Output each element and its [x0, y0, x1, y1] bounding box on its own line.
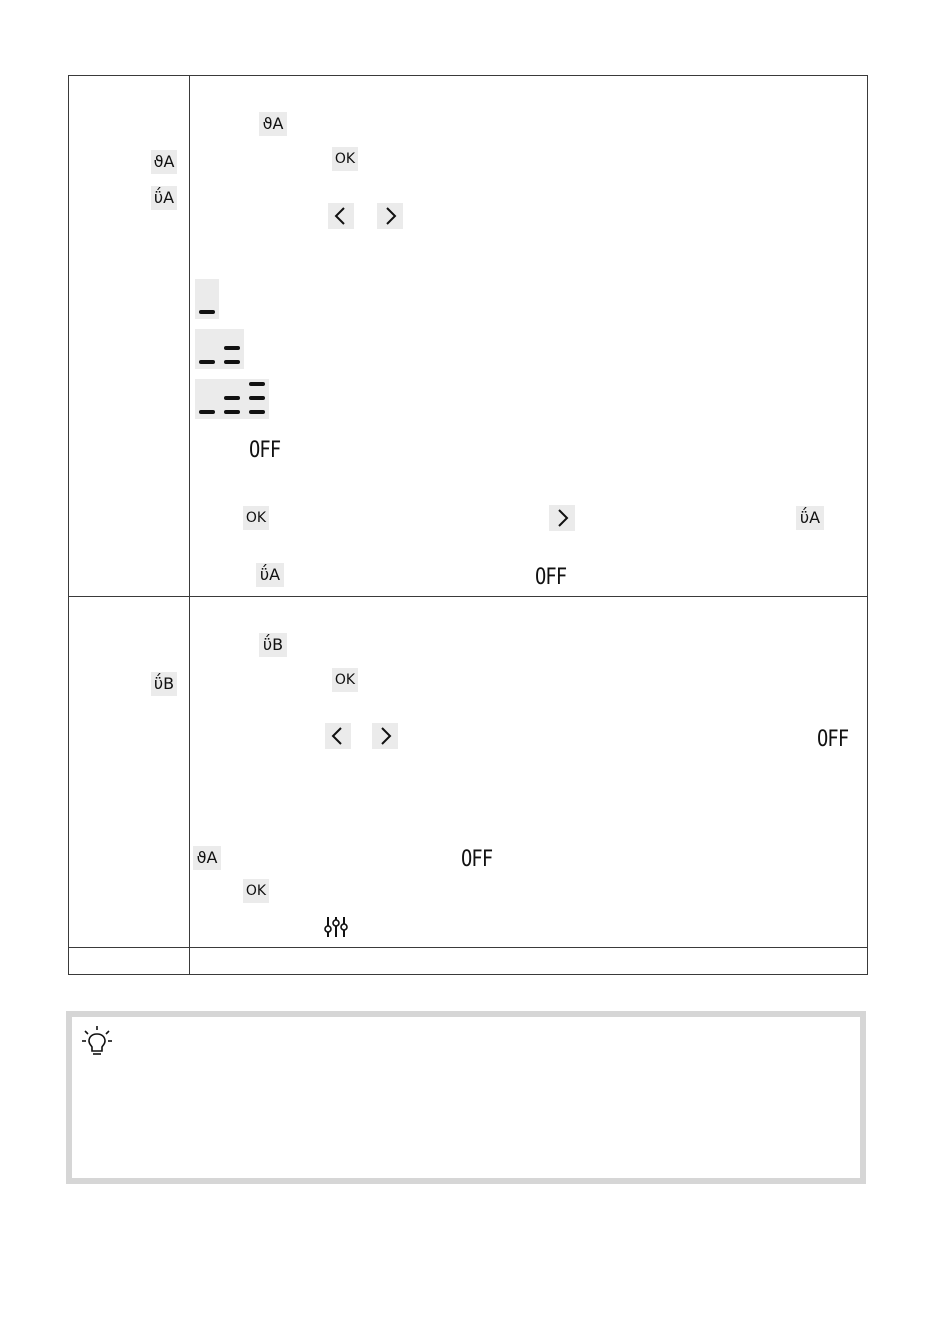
off-label-right: OFF: [817, 727, 849, 752]
row-divider: [69, 596, 867, 597]
right-arrow-icon: [377, 203, 403, 229]
off-label-3: OFF: [461, 847, 493, 872]
right-arrow-icon-3: [372, 723, 398, 749]
off-label-2: OFF: [535, 565, 567, 590]
symbol-a-row2: ϑA: [193, 846, 221, 870]
symbol-heading: ϑA: [259, 112, 287, 136]
lightbulb-icon: [80, 1025, 114, 1063]
right-arrow-icon-2: [549, 505, 575, 531]
symbol-2a-left: ΰA: [151, 186, 177, 210]
symbol-heading-2b: ΰB: [259, 633, 287, 657]
level-2-indicator: [195, 329, 244, 369]
symbol-2b-left: ΰB: [151, 672, 177, 696]
column-divider: [189, 76, 190, 974]
symbol-bottom: ΰA: [256, 563, 284, 587]
settings-table: [68, 75, 868, 975]
left-arrow-icon-2: [325, 723, 351, 749]
symbol-end: ΰA: [796, 506, 824, 530]
sliders-icon: [323, 915, 349, 943]
tip-box: [66, 1011, 866, 1184]
symbol-1a-left: ϑA: [151, 150, 177, 174]
ok-button-3: OK: [332, 668, 358, 692]
level-1-indicator: [195, 279, 219, 319]
left-arrow-icon: [328, 203, 354, 229]
ok-button: OK: [332, 147, 358, 171]
ok-button-4: OK: [243, 879, 269, 903]
off-label: OFF: [249, 438, 281, 463]
row-divider: [69, 947, 867, 948]
level-3-indicator: [195, 379, 269, 419]
ok-button-2: OK: [243, 506, 269, 530]
